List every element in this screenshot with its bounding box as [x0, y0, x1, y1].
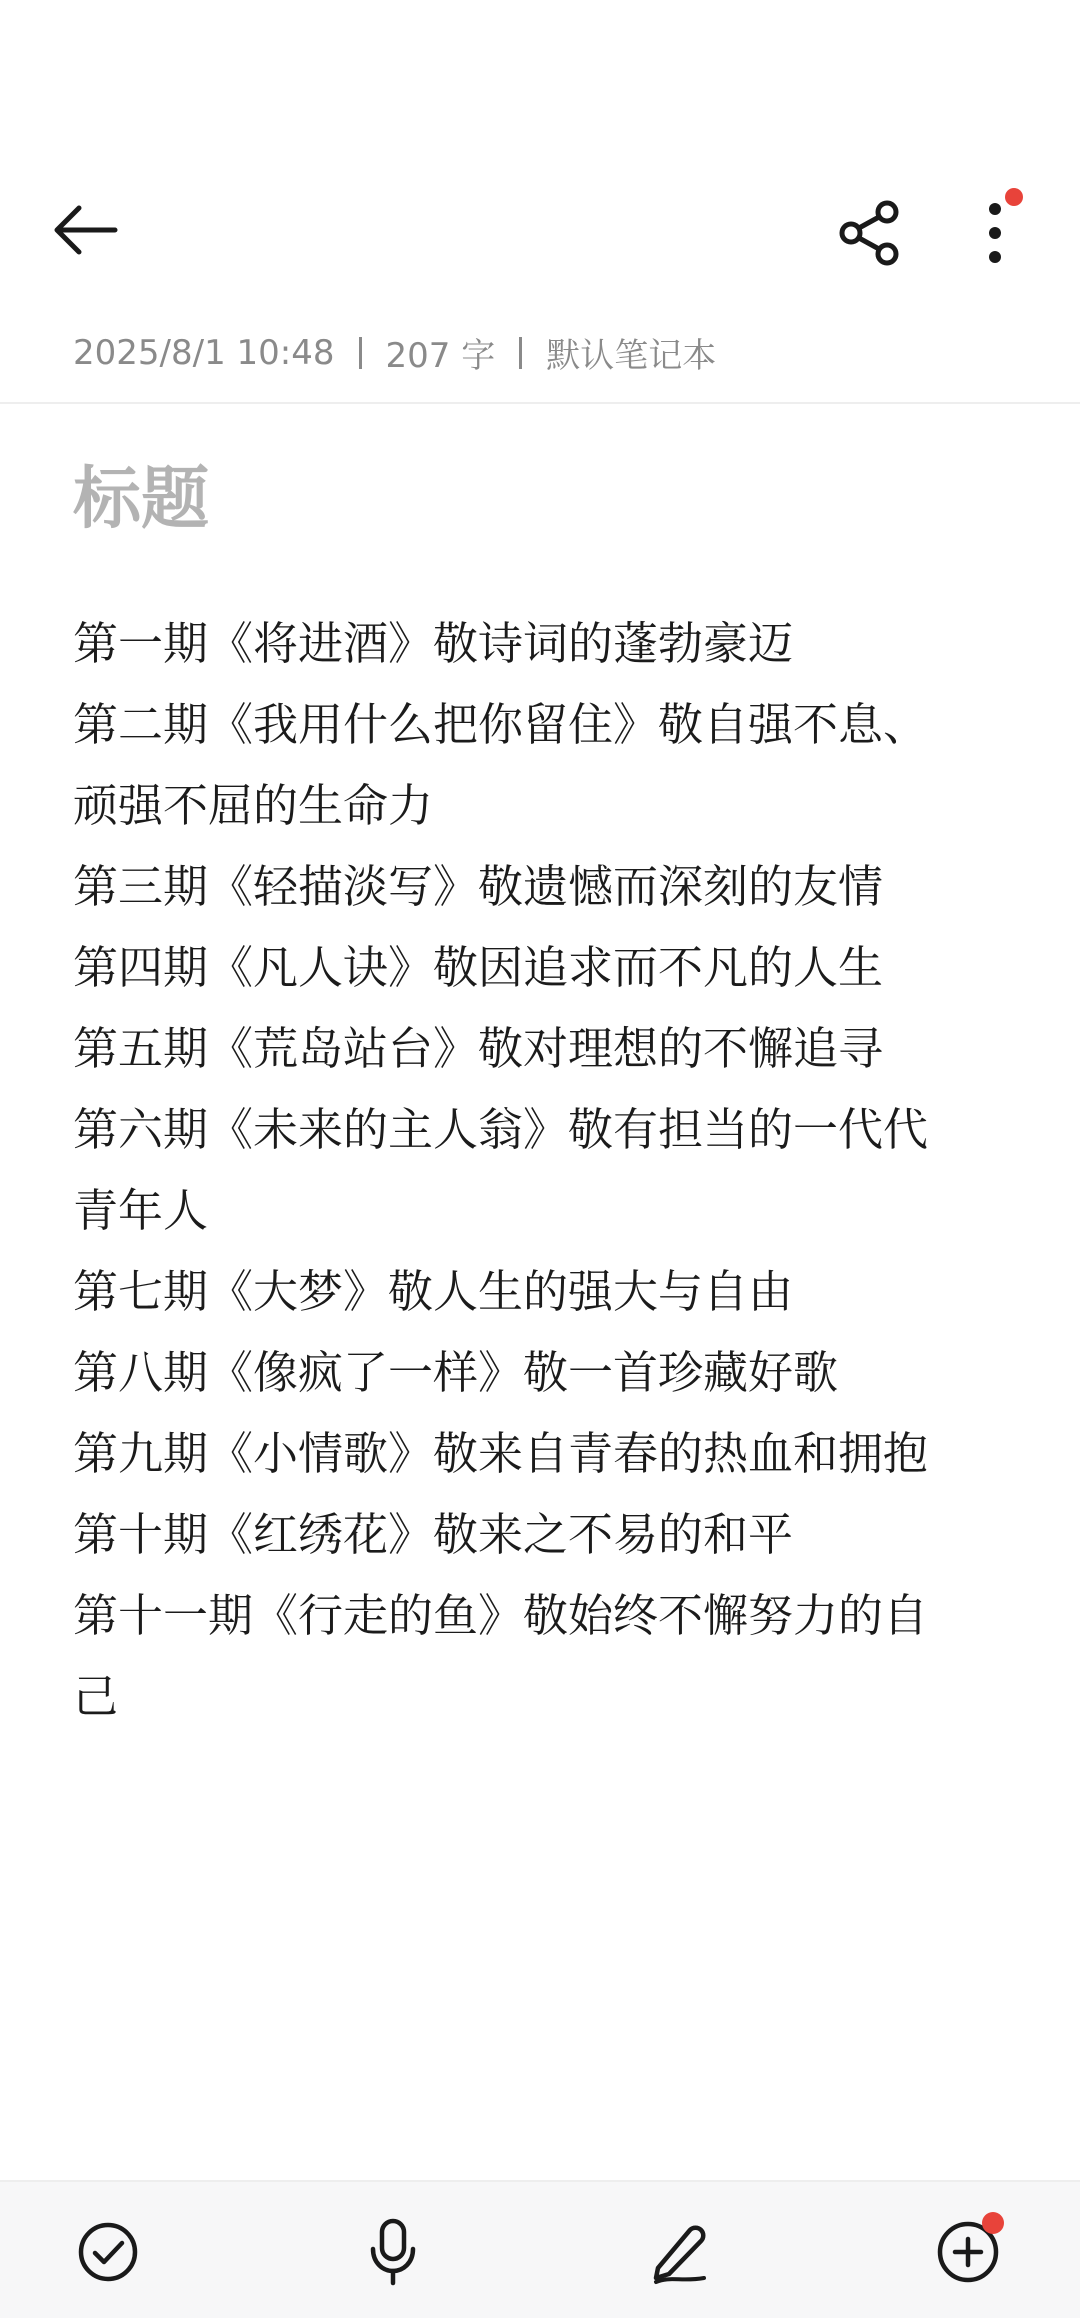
- header-divider: [0, 402, 1080, 404]
- notification-dot: [982, 2212, 1004, 2234]
- note-title-field[interactable]: 标题: [73, 460, 210, 539]
- add-attachment-button[interactable]: [918, 2202, 1018, 2302]
- note-meta-row: [73, 328, 716, 377]
- notebook-selector[interactable]: 默认笔记本: [546, 336, 717, 376]
- checklist-button[interactable]: [58, 2202, 158, 2302]
- note-line: 第七期《大梦》敬人生的强大与自由: [73, 1265, 794, 1318]
- note-line: 第二期《我用什么把你留住》敬自强不息、: [73, 698, 929, 751]
- note-line: 己: [73, 1670, 119, 1723]
- note-word-count: 207 字: [385, 336, 496, 376]
- note-line: 第六期《未来的主人翁》敬有担当的一代代: [73, 1103, 929, 1156]
- note-line: 第四期《凡人诀》敬因追求而不凡的人生: [73, 941, 884, 994]
- checklist-icon: [76, 2220, 140, 2284]
- meta-separator: [359, 337, 362, 369]
- note-line: 第八期《像疯了一样》敬一首珍藏好歌: [73, 1346, 839, 1399]
- note-line: 青年人: [73, 1184, 209, 1237]
- note-line: 第五期《荒岛站台》敬对理想的不懈追寻: [73, 1022, 884, 1075]
- meta-separator: [519, 337, 522, 369]
- pen-icon: [646, 2218, 714, 2286]
- handwriting-button[interactable]: [630, 2202, 730, 2302]
- back-button[interactable]: [40, 190, 130, 270]
- voice-input-button[interactable]: [343, 2202, 443, 2302]
- microphone-icon: [365, 2217, 421, 2287]
- more-vertical-icon: [985, 201, 1005, 265]
- share-icon: [837, 200, 903, 266]
- note-line: 第十一期《行走的鱼》敬始终不懈努力的自: [73, 1589, 929, 1642]
- more-options-button[interactable]: [955, 188, 1035, 278]
- note-line: 第十期《红绣花》敬来之不易的和平: [73, 1508, 794, 1561]
- note-body-editor[interactable]: [73, 603, 1013, 1737]
- note-line: 第三期《轻描淡写》敬遗憾而深刻的友情: [73, 860, 884, 913]
- note-line: 第九期《小情歌》敬来自青春的热血和拥抱: [73, 1427, 929, 1480]
- note-line: 第一期《将进酒》敬诗词的蓬勃豪迈: [73, 617, 794, 670]
- note-line: 顽强不屈的生命力: [73, 779, 434, 832]
- share-button[interactable]: [825, 188, 915, 278]
- notification-dot: [1005, 188, 1023, 206]
- back-arrow-icon: [49, 200, 121, 260]
- top-app-bar: [0, 170, 1080, 290]
- note-datetime: 2025/8/1 10:48: [73, 332, 335, 373]
- bottom-toolbar: [0, 2180, 1080, 2318]
